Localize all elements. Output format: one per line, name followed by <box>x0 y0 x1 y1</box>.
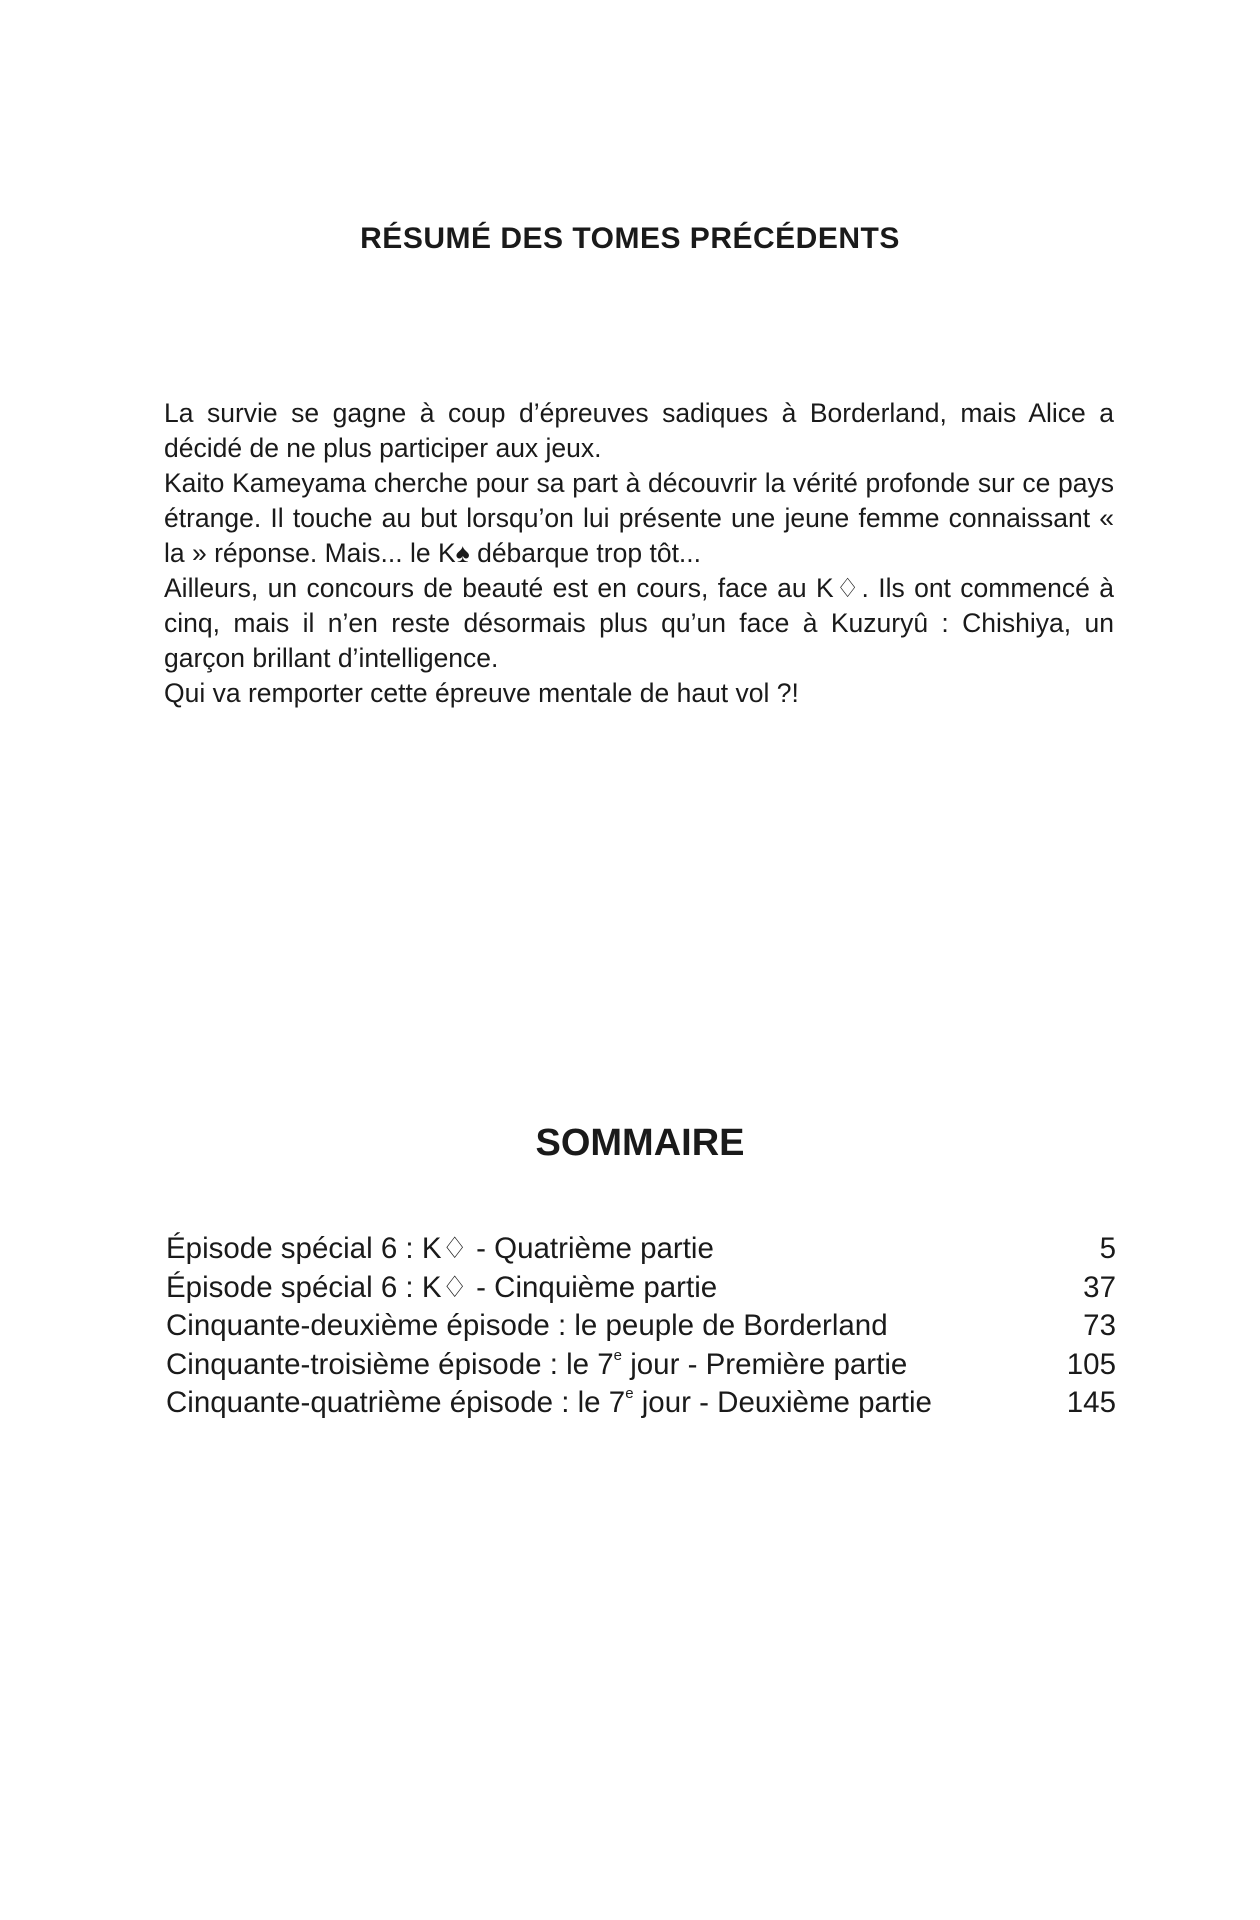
toc-title: SOMMAIRE <box>535 1122 745 1164</box>
toc-entry <box>166 1307 1116 1346</box>
toc-entry <box>166 1230 1116 1269</box>
toc-entry-page: 73 <box>1083 1309 1116 1342</box>
recap-body <box>164 396 1114 711</box>
recap-paragraph: Qui va remporter cette épreuve mentale de haut vol ?! <box>164 678 799 708</box>
toc-entry-page: 145 <box>1066 1386 1116 1419</box>
recap-paragraph: Kaito Kameyama cherche pour sa part à découvrir la vérité profonde sur ce pays étrange. Il touche au but lorsqu’on lui présente une jeune femme connaissant « la » réponse. Mais... le K♠ débarque trop tôt... <box>164 468 1114 568</box>
superscript: e <box>613 1346 623 1364</box>
toc-entry-page: 37 <box>1083 1270 1116 1304</box>
toc-entry-label: Cinquante-deuxième épisode : le peuple de Borderland <box>166 1309 888 1342</box>
toc-entry-label <box>166 1346 907 1385</box>
toc-entry-label: Épisode spécial 6 : K♢ - Quatrième partie <box>166 1232 714 1265</box>
toc-entry <box>166 1384 1116 1423</box>
recap-paragraph: La survie se gagne à coup d’épreuves sadiques à Borderland, mais Alice a décidé de ne plus participer aux jeux. <box>164 398 1114 463</box>
toc-entry-label-text: jour - Deuxième partie <box>633 1386 932 1419</box>
toc-entry-label: Épisode spécial 6 : K♢ - Cinquième partie <box>166 1270 718 1304</box>
toc-entry-label-text: jour - Première partie <box>622 1347 908 1381</box>
superscript: e <box>625 1385 634 1402</box>
table-of-contents <box>166 1230 1116 1423</box>
toc-entry-label-text: Cinquante-quatrième épisode : le 7 <box>166 1386 626 1419</box>
toc-entry <box>166 1346 1116 1385</box>
toc-entry-page: 5 <box>1099 1232 1116 1265</box>
recap-paragraph: Ailleurs, un concours de beauté est en cours, face au K♢. Ils ont commencé à cinq, mais il n’en reste désormais plus qu’un face à Kuzuryû : Chishiya, un garçon brillant d’intelligence. <box>164 573 1114 673</box>
toc-entry-page: 105 <box>1066 1347 1116 1381</box>
toc-entry <box>166 1269 1116 1308</box>
toc-entry-label <box>166 1384 932 1423</box>
toc-entry-label-text: Cinquante-troisième épisode : le 7 <box>166 1347 614 1381</box>
recap-title: RÉSUMÉ DES TOMES PRÉCÉDENTS <box>360 222 900 255</box>
